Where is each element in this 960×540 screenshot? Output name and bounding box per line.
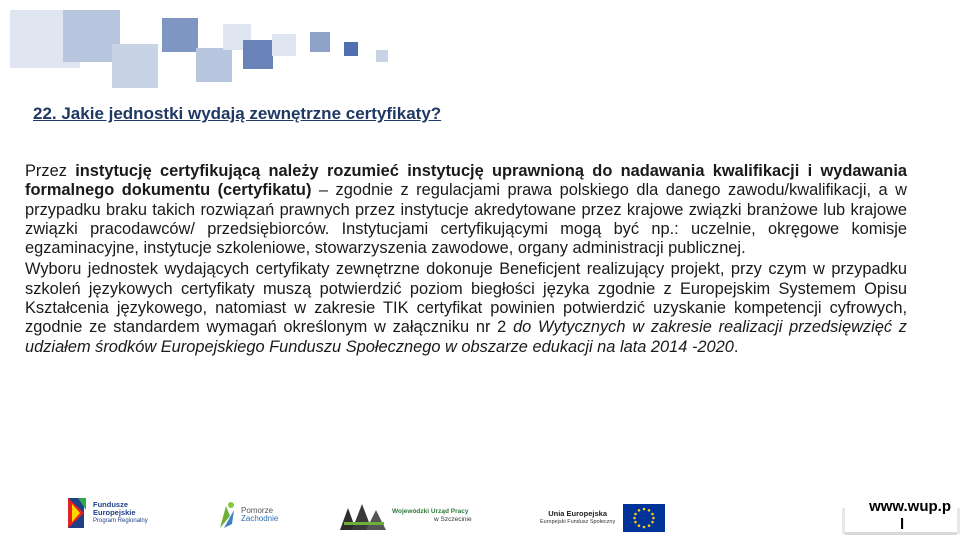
wup-text: Wojewódzki Urząd Pracy [392,508,469,515]
pomorze-text: Pomorze [241,506,274,515]
para2-end: . [733,337,739,356]
fe-emblem-icon [66,496,88,530]
wup-building-icon [338,500,388,532]
para1-bold: instytucję certyfikującą należy rozumieć instytucję uprawnioną do nadawania kwalifikacji i wydawania formalnego dokumentu (certyfikatu) [25,162,907,200]
deco-square [272,34,296,56]
logo-wup-szczecin [338,500,472,532]
pomorze-leaf-icon [216,500,238,530]
logo-fundusze-europejskie [66,496,148,530]
eu-flag-icon [623,504,665,532]
deco-square [196,48,232,82]
deco-square [376,50,388,62]
para2-italic: do Wytycznych w zakresie realizacji przedsięwzięć z udziałem środków Europejskiego Funduszu Społecznego w obszarze edukacji na lata 2014 -2020 [25,318,907,356]
fe-text: Europejskie [93,508,136,517]
deco-square [344,42,358,56]
url-line-2: l [900,516,905,533]
wup-text: w Szczecinie [434,516,472,523]
website-url[interactable] [845,492,957,535]
url-line-1: www.wup.p [869,498,951,515]
para2-text: Wyboru jednostek wydających certyfikaty zewnętrzne dokonuje Beneficjent realizujący projekt, przy czym w przypadku szkoleń językowych certyfikaty muszą potwierdzić poziom biegłości języka zgodnie z Europejskim Systemem Opisu Kształcenia językowego, natomiast w zakresie TIK certyfikat powinien potwierdzić uzyskanie kompetencji cyfrowych, zgodnie ze standardem wymagań określonym w załączniku nr 2 [25,260,907,337]
logo-pomorze-zachodnie [216,500,278,530]
paragraph-2 [25,260,907,356]
logo-unia-europejska [540,504,665,532]
pomorze-text: Zachodnie [241,514,279,523]
para1-text: Przez [25,162,76,180]
fe-text: Program Regionalny [93,518,148,524]
fe-text: Fundusze [93,500,128,509]
para1-text-2: – zgodnie z regulacjami prawa polskiego dla danego zawodu/kwalifikacji, a w przypadku braku takich rozwiązań prawnych przez instytucje akredytowane przez krajowe związki branżowe lub krajowe związki pracodawców/ przedsiębiorców. Instytucjami certyfikującymi mogą być np.: uczelnie, okręgowe komisje egzaminacyjne, instytucje szkoleniowe, stowarzyszenia zawodowe, organy administracji publicznej. [25,181,907,258]
deco-square [112,44,158,88]
ue-text: Europejski Fundusz Społeczny [540,519,616,525]
paragraph-1 [25,162,907,258]
deco-square [243,40,273,69]
ue-text: Unia Europejska [548,509,607,518]
deco-square [162,18,198,52]
footer-logos [0,490,960,540]
deco-square [310,32,330,52]
page-title: 22. Jakie jednostki wydają zewnętrzne certyfikaty? [33,104,442,123]
body-text [25,162,907,359]
